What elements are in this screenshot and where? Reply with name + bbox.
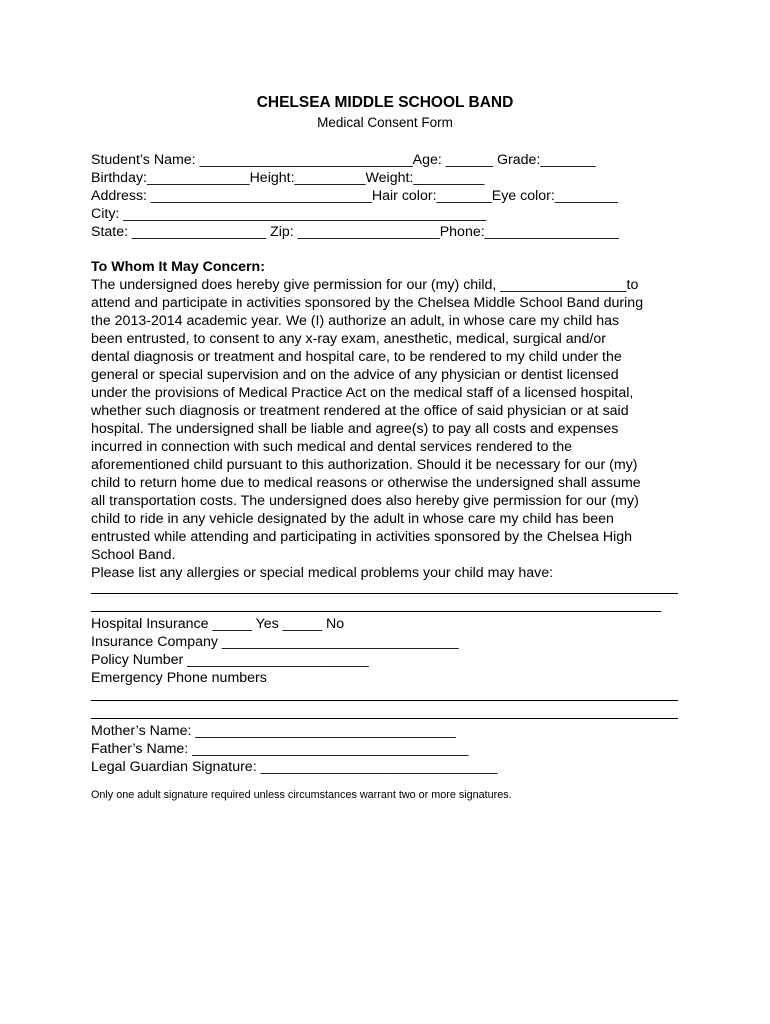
letter-line: child to return home due to medical reasons or otherwise the undersigned shall assume [91, 475, 641, 491]
allergies-blank-line-2[interactable] [91, 611, 661, 612]
father-name-line[interactable]: Father’s Name: ___________________________________ [91, 741, 469, 757]
letter-line: entrusted while attending and participating in activities sponsored by the Chelsea High [91, 529, 633, 545]
city-line[interactable]: City: ______________________________________________ [91, 206, 487, 222]
salutation: To Whom It May Concern: [91, 259, 265, 275]
letter-line: general or special supervision and on the advice of any physician or dentist licensed [91, 367, 619, 383]
state-zip-phone-line[interactable]: State: _________________ Zip: __________________Phone:_________________ [91, 224, 619, 240]
letter-line: hospital. The undersigned shall be liable and agree(s) to pay all costs and expenses [91, 421, 619, 437]
policy-number-line[interactable]: Policy Number _______________________ [91, 652, 369, 668]
emergency-phone-label: Emergency Phone numbers [91, 670, 267, 686]
footnote: Only one adult signature required unless circumstances warrant two or more signatures. [91, 789, 512, 801]
letter-line: Please list any allergies or special medical problems your child may have: [91, 565, 554, 581]
student-name-age-grade-line[interactable]: Student’s Name: ___________________________Age: ______ Grade:_______ [91, 152, 596, 168]
letter-line: under the provisions of Medical Practice Act on the medical staff of a licensed hospital, [91, 385, 634, 401]
letter-line: child to ride in any vehicle designated by the adult in whose care my child has been [91, 511, 614, 527]
letter-line: whether such diagnosis or treatment rendered at the office of said physician or at said [91, 403, 629, 419]
letter-line: been entrusted, to consent to any x-ray exam, anesthetic, medical, surgical and/or [91, 331, 606, 347]
letter-line[interactable]: The undersigned does hereby give permission for our (my) child, ________________to [91, 277, 639, 293]
emergency-blank-line-1[interactable] [91, 700, 678, 701]
form-title: CHELSEA MIDDLE SCHOOL BAND [256, 94, 514, 111]
letter-line: aforementioned child pursuant to this authorization. Should it be necessary for our (my) [91, 457, 638, 473]
mother-name-line[interactable]: Mother’s Name: _________________________________ [91, 723, 456, 739]
letter-line: all transportation costs. The undersigned does also hereby give permission for our (my) [91, 493, 639, 509]
hospital-insurance-line[interactable]: Hospital Insurance _____ Yes _____ No [91, 616, 345, 632]
emergency-blank-line-2[interactable] [91, 718, 678, 719]
letter-line: dental diagnosis or treatment and hospital care, to be rendered to my child under the [91, 349, 622, 365]
guardian-signature-line[interactable]: Legal Guardian Signature: ______________________________ [91, 759, 498, 775]
letter-line: the 2013-2014 academic year. We (I) authorize an adult, in whose care my child has [91, 313, 620, 329]
form-subtitle: Medical Consent Form [317, 115, 453, 130]
address-hair-eye-line[interactable]: Address: ____________________________Hair color:_______Eye color:________ [91, 188, 618, 204]
letter-line: incurred in connection with such medical and dental services rendered to the [91, 439, 573, 455]
letter-line: School Band. [91, 547, 176, 563]
birthday-height-weight-line[interactable]: Birthday:_____________Height:_________Weight:_________ [91, 170, 485, 186]
allergies-blank-line-1[interactable] [91, 593, 678, 594]
letter-line: attend and participate in activities sponsored by the Chelsea Middle School Band during [91, 295, 644, 311]
insurance-company-line[interactable]: Insurance Company ______________________________ [91, 634, 459, 650]
